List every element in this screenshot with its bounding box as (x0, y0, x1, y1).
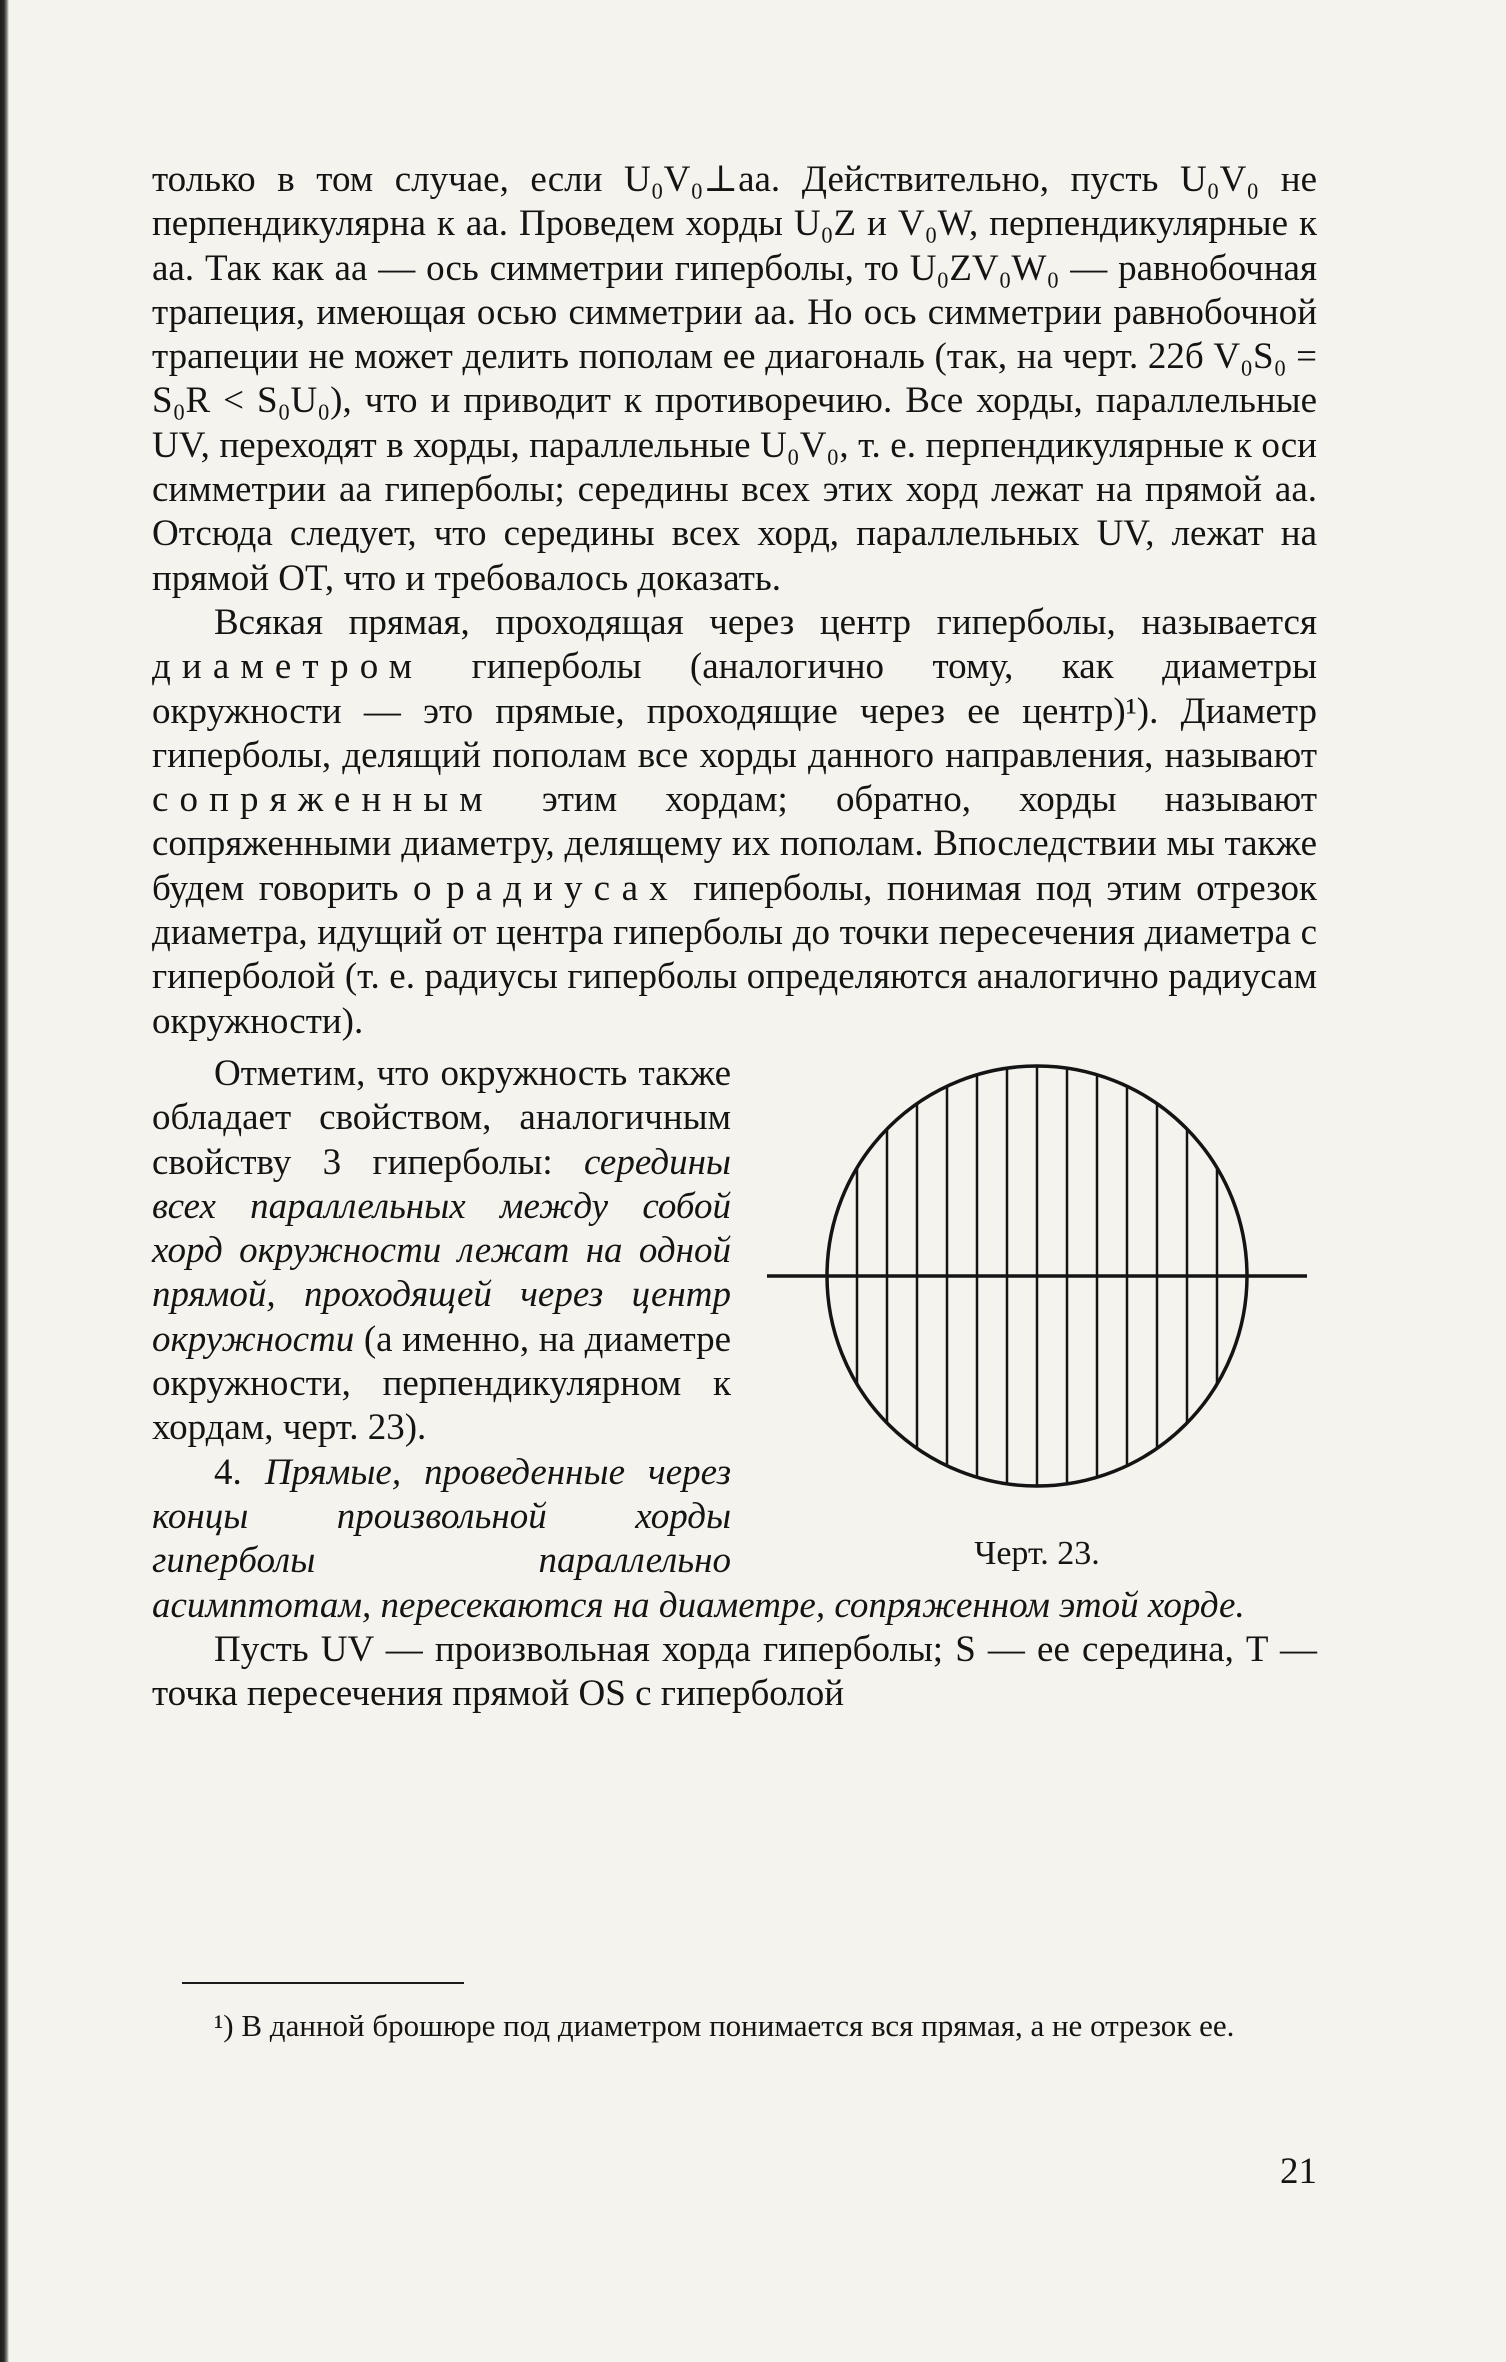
term-diameter: диаметром (152, 646, 424, 688)
paragraph-theorem-4: 4. Прямые, проведенные через концы произвольной хорды гиперболы параллельно асимптотам, пересекаются на диаметре, сопряженном этой хорде. (152, 1451, 1245, 1626)
circle-chords-figure (757, 1056, 1317, 1516)
paragraph-circle-property: Отметим, что окружность также обладает свойством, аналогичным свойству 3 гиперболы: середины всех параллельных между собой хорд окружности лежат на одной прямой, проходящей через центр окружности (а именно, на диаметре окружности, перпендикулярном к хордам, черт. 23). (152, 1052, 731, 1449)
theorem-statement: Прямые, проведенные через концы произвольной хорды гиперболы параллельно асимптотам, пересекаются на диаметре, сопряженном этой хорде. (152, 1451, 1245, 1626)
figure-caption: Черт. 23. (974, 1534, 1100, 1572)
figure-23 (757, 1056, 1317, 1574)
scan-binding-edge (0, 0, 9, 2362)
italic-statement: середины всех параллельных между собой хорд окружности лежат на одной прямой, проходящей через центр окружности (152, 1141, 731, 1360)
term-conjugate: сопряженным (152, 779, 494, 821)
paragraph-proof-end: только в том случае, если U₀V₀⊥aa. Действительно, пусть U₀V₀ не перпендикулярна к aa. Проведем хорды U₀Z и V₀W, перпендикулярные к aa. Так как aa — ось симметрии гиперболы, то U₀ZV₀W₀ — равнобочная трапеция, имеющая осью симметрии aa. Но ось симметрии равнобочной трапеции не может делить пополам ее диагональ (так, на черт. 22б V₀S₀ = S₀R < S₀U₀), что и приводит к противоречию. Все хорды, параллельные UV, переходят в хорды, параллельные U₀V₀, т. е. перпендикулярные к оси симметрии aa гиперболы; середины всех этих хорд лежат на прямой aa. Отсюда следует, что середины всех хорд, параллельных UV, лежат на прямой OT, что и требовалось доказать. (152, 159, 1317, 599)
page-body (152, 158, 1317, 1716)
page-number: 21 (1280, 2151, 1317, 2192)
footnote: ¹) В данной брошюре под диаметром понимается вся прямая, а не отрезок ее. (214, 2008, 1235, 2043)
paragraph-proof-start: Пусть UV — произвольная хорда гиперболы; S — ее середина, T — точка пересечения прямой OS с гиперболой (152, 1628, 1317, 1715)
footnote-rule (182, 1982, 464, 1984)
term-radius: радиусах (446, 867, 679, 909)
paragraph-diameter-definition: Всякая прямая, проходящая через центр гиперболы, называется диаметром гиперболы (аналогично тому, как диаметры окружности — это прямые, проходящие через ее центр)¹). Диаметр гиперболы, делящий пополам все хорды данного направления, называют сопряженным этим хордам; обратно, хорды называют сопряженными диаметру, делящему их пополам. Впоследствии мы также будем говорить о радиусах гиперболы, понимая под этим отрезок диаметра, идущий от центра гиперболы до точки пересечения диаметра с гиперболой (т. е. радиусы гиперболы определяются аналогично радиусам окружности). (152, 601, 1318, 1042)
